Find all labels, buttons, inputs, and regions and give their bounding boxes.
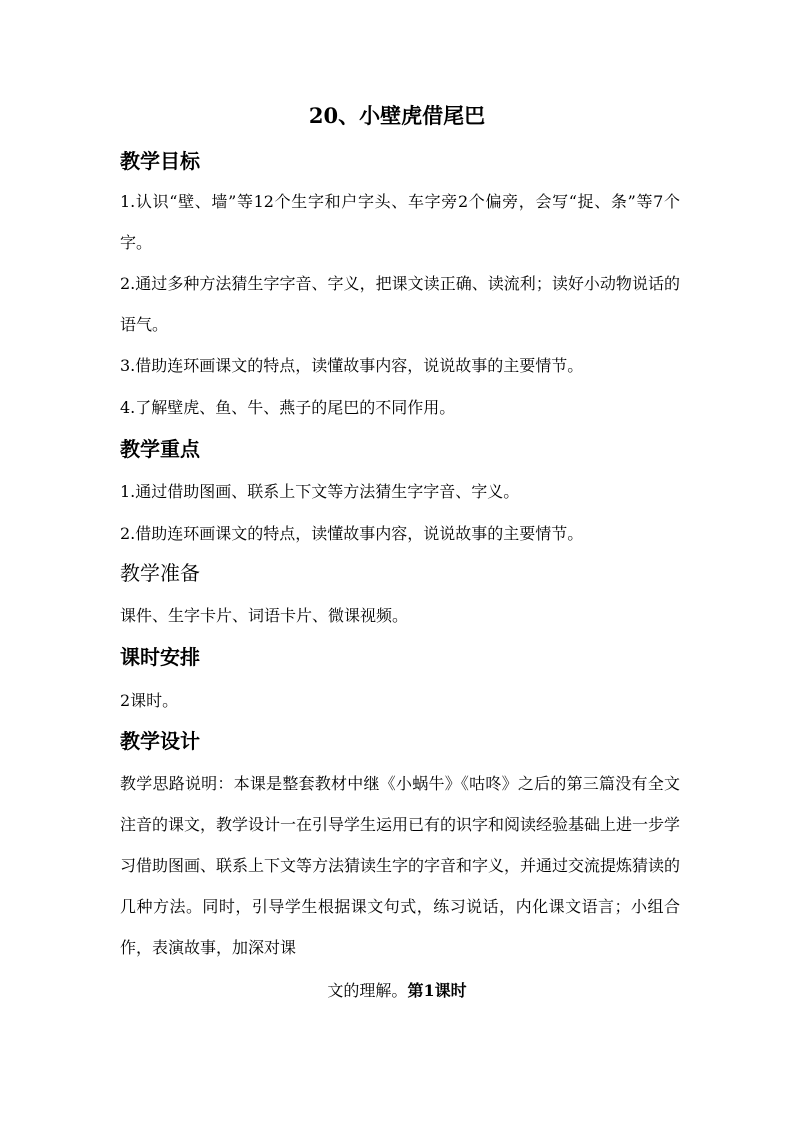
- design-paragraph-last-line: [0, 970, 794, 1011]
- schedule-text: 2课时。: [120, 691, 179, 710]
- goal-item-1: 1.认识“壁、墙”等12个生字和户字头、车字旁2个偏旁，会写“捉、条”等7个字。: [120, 192, 680, 252]
- key-point-item-2: 2.借助连环画课文的特点，读懂故事内容，说说故事的主要情节。: [120, 524, 584, 543]
- heading-design: 教学设计: [120, 729, 200, 753]
- preparation-text: 课件、生字卡片、词语卡片、微课视频。: [120, 606, 409, 625]
- lesson-label: 第1课时: [407, 981, 467, 1000]
- design-paragraph: 教学思路说明：本课是整套教材中继《小蜗牛》《咕咚》之后的第三篇没有全文注音的课文，教学设计一在引导学生运用已有的识字和阅读经验基础上进一步学习借助图画、联系上下文等方法猜读生字的字音和字义，并通过交流提炼猜读的几种方法。同时，引导学生根据课文句式，练习说话，内化课文语言；小组合作，表演故事，加深对课: [120, 774, 681, 957]
- goal-item-3: 3.借助连环画课文的特点，读懂故事内容，说说故事的主要情节。: [120, 356, 584, 375]
- design-last-line-text: 文的理解。: [327, 981, 408, 1000]
- goal-item-2: 2.通过多种方法猜生字字音、字义，把课文读正确、读流利；读好小动物说话的语气。: [120, 274, 680, 334]
- heading-preparation: 教学准备: [120, 561, 200, 585]
- heading-key-points: 教学重点: [120, 437, 200, 461]
- heading-schedule: 课时安排: [120, 645, 200, 669]
- document-title: 20、小壁虎借尾巴: [308, 103, 486, 128]
- goal-item-4: 4.了解壁虎、鱼、牛、燕子的尾巴的不同作用。: [120, 398, 456, 417]
- key-point-item-1: 1.通过借助图画、联系上下文等方法猜生字字音、字义。: [120, 482, 520, 501]
- heading-teaching-goals: 教学目标: [120, 149, 200, 173]
